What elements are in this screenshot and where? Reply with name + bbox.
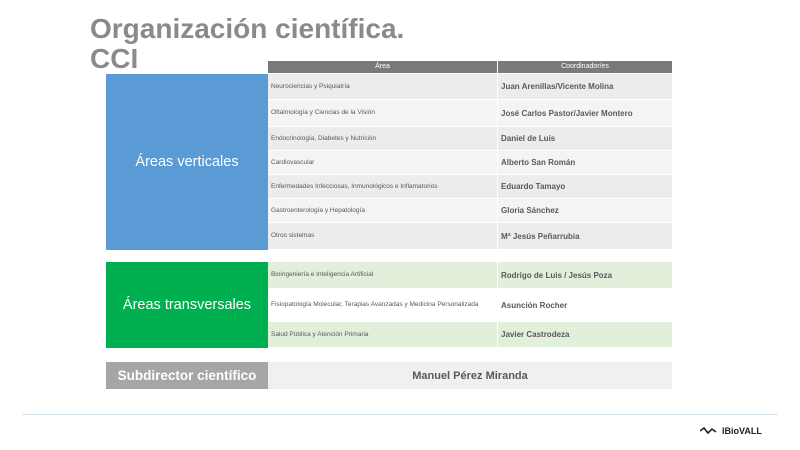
vertical-areas-table: [268, 74, 672, 250]
table-row: [268, 74, 672, 100]
header-area: Área: [268, 61, 498, 73]
area-cell: Neurociencias y Psiquiatría: [268, 74, 498, 99]
transversal-areas-table: [268, 262, 672, 348]
table-header: [268, 61, 672, 73]
vertical-areas-label: Áreas verticales: [106, 74, 268, 250]
subdirector-name: Manuel Pérez Miranda: [268, 362, 672, 389]
area-cell: Bioingeniería e Inteligencia Artificial: [268, 262, 498, 288]
table-row: [268, 289, 672, 322]
table-row: [268, 223, 672, 250]
table-row: [268, 151, 672, 175]
coordinator-cell: Daniel de Luis: [501, 134, 556, 143]
table-row: [268, 262, 672, 289]
table-row: [268, 322, 672, 348]
footer-divider: [22, 414, 778, 415]
area-cell: Fisiopatología Molecular, Terapias Avanzadas y Medicina Personalizada: [268, 289, 498, 321]
coordinator-cell: José Carlos Pastor/Javier Montero: [501, 108, 633, 118]
coordinator-cell: Javier Castrodeza: [501, 330, 570, 339]
coordinator-cell: Mª Jesús Peñarrubia: [501, 231, 580, 241]
area-cell: Salud Pública y Atención Primaria: [268, 322, 498, 347]
area-cell: Oftalmología y Ciencias de la Visión: [268, 100, 498, 126]
area-cell: Enfermedades Infecciosas, Inmunológicos e Inflamatorios: [268, 175, 498, 198]
subdirector-label: Subdirector científico: [106, 362, 268, 389]
coordinator-cell: Alberto San Román: [501, 158, 576, 167]
coordinator-cell: Eduardo Tamayo: [501, 182, 566, 191]
coordinator-cell: Gloria Sánchez: [501, 206, 559, 215]
logo-mark-icon: [700, 427, 718, 435]
title-line-1: Organización científica.: [90, 13, 405, 44]
coordinator-cell: Rodrigo de Luis / Jesús Poza: [501, 270, 613, 280]
coordinator-cell: Asunción Rocher: [501, 300, 568, 310]
table-row: [268, 175, 672, 199]
table-row: [268, 199, 672, 223]
title-line-2: CCI: [90, 43, 139, 74]
area-cell: Cardiovascular: [268, 151, 498, 174]
transversal-areas-label: Áreas transversales: [106, 262, 268, 348]
header-coordinator: Coordinador/es: [561, 63, 609, 70]
coordinator-cell: Juan Arenillas/Vicente Molina: [501, 82, 614, 91]
area-cell: Otros sistemas: [268, 223, 498, 249]
table-row: [268, 127, 672, 151]
table-row: [268, 100, 672, 127]
area-cell: Endocrinología, Diabetes y Nutrición: [268, 127, 498, 150]
ibiovall-logo: [700, 424, 762, 438]
logo-text: IBioVALL: [722, 426, 762, 436]
area-cell: Gastroenterología y Hepatología: [268, 199, 498, 222]
